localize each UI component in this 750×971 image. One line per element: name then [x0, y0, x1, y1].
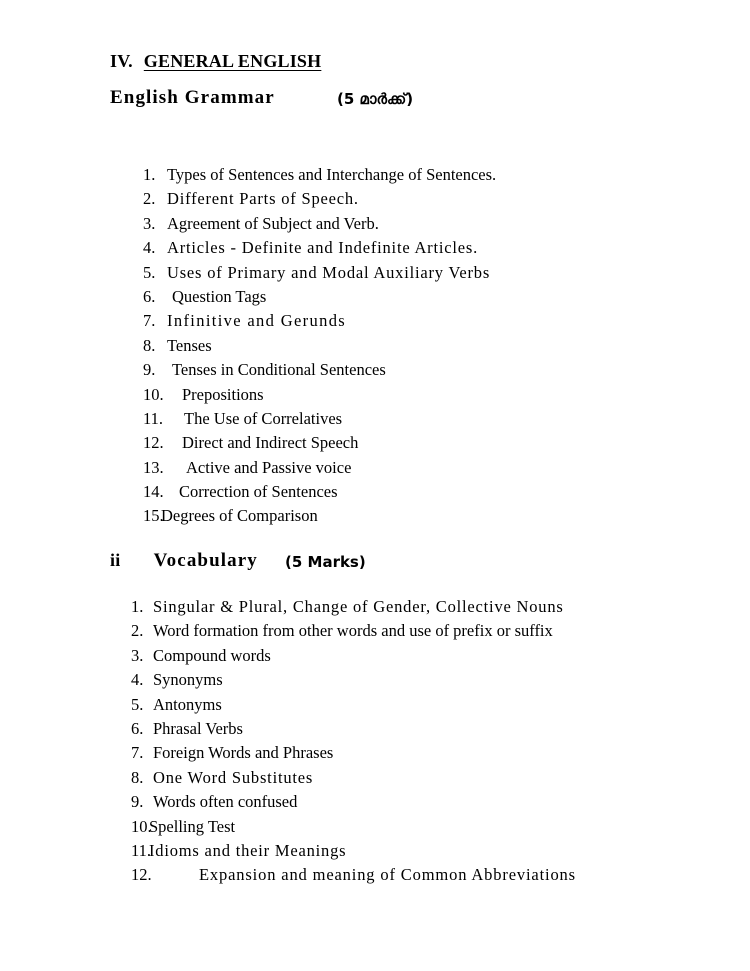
list-item-text: Agreement of Subject and Verb.: [167, 213, 379, 233]
list-item-number: 3.: [131, 645, 144, 665]
page-title: [110, 51, 321, 72]
list-item-text: Synonyms: [153, 670, 223, 690]
list-item-number: 15.: [143, 506, 164, 526]
list-item-number: 6.: [131, 718, 144, 738]
subsection-label-grammar: English Grammar: [110, 87, 275, 108]
list-item-text: Singular & Plural, Change of Gender, Collective Nouns: [153, 597, 564, 616]
list-item-text: Articles - Definite and Indefinite Articles.: [167, 238, 479, 258]
list-item-number: 9.: [131, 792, 144, 812]
list-item-number: 1.: [143, 165, 156, 184]
list-item-text: Tenses: [167, 335, 212, 355]
list-item-number: 9.: [143, 360, 156, 380]
section-title: GENERAL ENGLISH: [143, 51, 322, 71]
list-item-number: 8.: [143, 335, 156, 355]
list-item-text: The Use of Correlatives: [184, 408, 343, 428]
list-item-text: Phrasal Verbs: [153, 718, 243, 738]
list-item-number: 7.: [143, 311, 156, 331]
list-item-number: 10.: [131, 816, 152, 836]
subsection-heading-grammar: [110, 87, 414, 109]
list-item-number: 5.: [131, 694, 144, 714]
list-item-text: Prepositions: [182, 384, 264, 404]
list-item-text: Compound words: [153, 645, 271, 665]
list-item-number: 4.: [131, 670, 144, 690]
list-item-number: 3.: [143, 213, 156, 233]
subsection-marker-vocabulary: ii: [110, 550, 121, 570]
list-item-number: 12.: [131, 865, 152, 885]
list-item-number: 12.: [143, 433, 164, 453]
list-item-number: 4.: [143, 238, 156, 258]
list-item-text: Degrees of Comparison: [161, 506, 318, 526]
list-item-number: 1.: [131, 597, 144, 616]
subsection-label-vocabulary: Vocabulary: [153, 550, 258, 571]
list-item-text: Correction of Sentences: [179, 482, 338, 502]
list-item-number: 5.: [143, 262, 156, 282]
list-item-number: 7.: [131, 743, 144, 763]
list-item-text: Tenses in Conditional Sentences: [172, 360, 386, 380]
list-item-number: 14.: [143, 482, 164, 502]
list-item-text: Words often confused: [153, 792, 298, 812]
list-item-text: Different Parts of Speech.: [167, 189, 359, 209]
marks-badge-grammar: (5 മാർക്ക്): [337, 90, 414, 108]
list-item-text: Direct and Indirect Speech: [182, 433, 359, 453]
list-item-text: Idioms and their Meanings: [149, 840, 347, 860]
list-item-text: Expansion and meaning of Common Abbreviations: [199, 865, 576, 885]
list-item-text: Question Tags: [172, 286, 267, 306]
list-item-text: Uses of Primary and Modal Auxiliary Verbs: [167, 262, 491, 282]
list-item-number: 11.: [143, 408, 164, 428]
list-item-number: 11.: [131, 840, 152, 860]
list-item-number: 13.: [143, 457, 164, 477]
list-item-number: 10.: [143, 384, 164, 404]
list-item-text: Word formation from other words and use of prefix or suffix: [153, 621, 553, 641]
list-item-text: Spelling Test: [149, 816, 236, 836]
list-item-number: 8.: [131, 767, 144, 787]
list-item-number: 6.: [143, 286, 156, 306]
section-numeral: IV.: [110, 51, 133, 71]
list-item-text: Types of Sentences and Interchange of Sentences.: [167, 165, 497, 184]
marks-badge-vocabulary: (5 Marks): [285, 553, 366, 571]
list-item-text: Foreign Words and Phrases: [153, 743, 334, 763]
list-item-text: Antonyms: [153, 694, 222, 714]
list-item-number: 2.: [143, 189, 156, 209]
subsection-heading-vocabulary: [110, 550, 366, 572]
list-item-text: Active and Passive voice: [186, 457, 352, 477]
list-item-text: One Word Substitutes: [153, 767, 314, 787]
list-item-text: Infinitive and Gerunds: [167, 311, 347, 331]
list-item-number: 2.: [131, 621, 144, 641]
